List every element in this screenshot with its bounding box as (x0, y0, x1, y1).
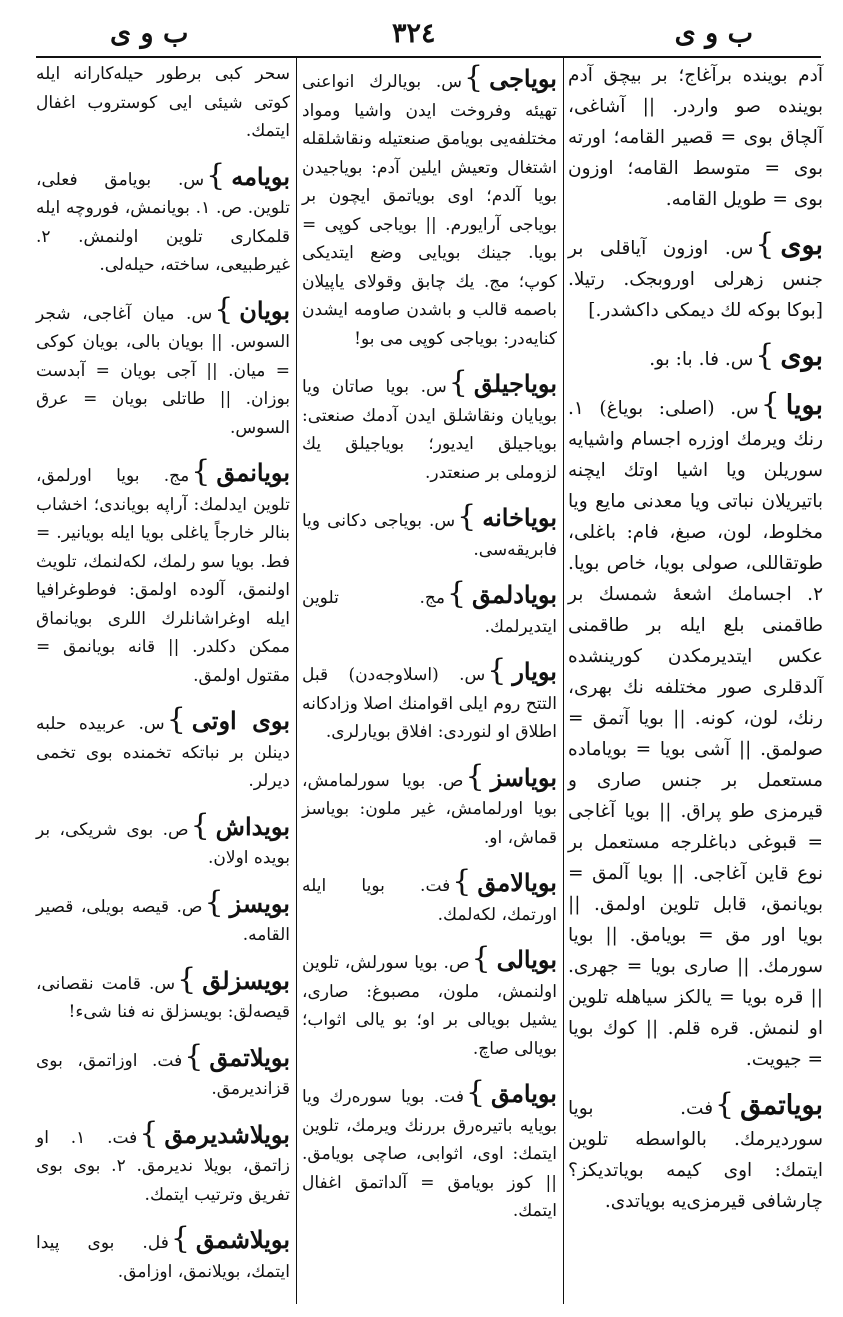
definition: ص. بویا سورلش، تلوین اولنمش، ملون، مصبوغ: صاری، یشیل بویالی بر او؛ بو یالی اثواب؛ بویالی صاچ. (302, 953, 557, 1059)
definition: ص. بویا سورلمامش، بویا اورلمامش، غیر ملون: بویاسز قماش، او. (302, 770, 557, 848)
definition: ص. بوی شریکی، بر بویده اولان. (36, 819, 290, 868)
headword: بویسزلق (202, 965, 290, 995)
brace: } (448, 365, 468, 400)
brace: } (166, 702, 186, 737)
brace: } (446, 576, 467, 611)
entry (36, 454, 290, 690)
brace: } (170, 1221, 190, 1256)
headword: بوی (780, 230, 823, 261)
headword: بویالامق (477, 868, 557, 897)
column-divider-left (296, 58, 297, 1304)
entry (302, 576, 557, 641)
brace: } (191, 454, 211, 489)
brace: } (204, 884, 224, 920)
definition: س. فا. با: بو. (649, 349, 754, 370)
brace: } (457, 499, 477, 534)
entry (302, 864, 557, 929)
definition: فل. بوی پیدا ایتمك، بویلانمق، اوزامق. (36, 1233, 290, 1282)
brace: } (465, 758, 485, 794)
guide-word-right: ب و ى (674, 18, 753, 49)
brace: } (206, 157, 226, 193)
entry (302, 60, 557, 353)
brace: } (715, 1087, 735, 1122)
entry (36, 1221, 290, 1286)
definition: س. (اسلاوجه‌دن) قبل التتح روم ایلی اقوامنك اصلا وزادکانه اطلاق او لنوردی: افلاق بویارلری. (302, 665, 557, 742)
brace: } (139, 1115, 159, 1151)
brace: } (177, 961, 197, 997)
column-divider-right (563, 58, 564, 1304)
definition: فت. بویا سوره‌رك ویا بویایه باتیره‌رق بررنك ویرمك، تلوین ایتمك: اوی، اثوابی، صاچی بویامق. || کوز بویامق = آلداتمق اغفال ایتمك. (302, 1087, 557, 1221)
headword: بویالی (496, 945, 557, 974)
definition: س. عربیده حلبه دینلن بر نباتکه تخمنده بوی تخمی دیرلر. (36, 714, 290, 791)
brace: } (452, 864, 472, 899)
definition: مج. بویا اورلمق، تلوین ایدلمك: آراپه بویاندی؛ اخشاب بنالر خارجاً یاغلی بویا ایله بویانیر. = فط. بویا سو رلمك، لکه‌لنمك، تلویث اولنمق، آلوده اولمق: فوطوغرافیا ایله اوغراشانلرك اللری بویانماق ممکن دکلدر. || قانه بویانمق = مقتول اولمق. (36, 466, 290, 686)
entry (302, 365, 557, 487)
headword: بویلاتمق (209, 1042, 290, 1072)
entry (36, 885, 290, 950)
definition: مج. تلوین ایتدیرلمك. (302, 588, 557, 637)
definition: س. (اصلی: بویاغ) ١. رنك ویرمك اوزره اجسام واشیایه سوریلن ویا اشیا اوتك ایچنه باتیریلان نباتی ویا معدنی مایع ویا مخلوط، لون، صبغ، فام: باغلی، طوتقاللی، صولی بویا، خاص بویا. ٢. اجسامك اشعهٔ شمسك بر طاقمنی بلع ایله بر طاقمنی عکس ایتدیرمکدن کورینشده آلدقلری صور مختلفه نك بهری، رنك، لون، کونه. || بویا آتمق = صولمق. || آشی بویا = بویاماده مستعمل بر جنس صاری و قیرمزی طو پراق. || بویا آغاجی = قبوغی دباغلرجه مستعمل بر نوع قاین آغاجی. || بویا آلمق = بویانمق، قابل تلوین اولمق. || بویا اور مق = بویامق. || بویا سورمك. || صاری بویا = جهری. || قره بویا = یالکز سیاهله تلوین او لنمش. قره قلم. || کوك بویا = جیویت. (568, 398, 823, 1070)
brace: } (214, 291, 234, 327)
definition: ص. قیصه بویلی، قصیر القامه. (36, 896, 290, 945)
definition: فت. بویا ایله اورتمك، لکه‌لمك. (302, 876, 557, 925)
entry (36, 808, 290, 873)
entry (568, 338, 823, 375)
entry (36, 292, 290, 443)
entry (36, 60, 290, 146)
brace: } (190, 807, 210, 843)
entry (36, 1116, 290, 1210)
headword: بویار (512, 657, 557, 686)
headword: بویا (785, 390, 823, 421)
brace: } (755, 338, 775, 373)
headword: بوی (780, 341, 823, 372)
definition: س. میان آغاجی، شجر السوس. || بویان بالی، بویان کوکی = میان. || آجی بویان = آبدست بوزان. || طاتلی بویان = عرق السوس. (36, 303, 290, 438)
brace: } (471, 941, 491, 976)
brace: } (465, 1075, 486, 1110)
entry (36, 158, 290, 280)
brace: } (760, 387, 780, 422)
headword: بویاجیلق (473, 369, 557, 398)
definition: س. اوزون آیاقلی بر جنس زهرلی اوروبجک. رتیلا. [بوکا بوکه لك دیمکی داکشدر.] (568, 238, 823, 321)
headword: بویلاشدیرمق (164, 1119, 290, 1149)
entry (36, 1039, 290, 1104)
headword: بویاخانه (482, 503, 557, 532)
brace: } (463, 60, 484, 95)
definition: س. قامت نقصانی، قیصه‌لق: بویسزلق نه فنا شیء! (36, 973, 290, 1022)
entry (568, 60, 823, 215)
definition: فت. بویا سوردیرمك. بالواسطه تلوین ایتمك: اوی کیمه بویاتدیکز؟ چارشافی قیرمزی‌یه بویاتدی. (568, 1098, 823, 1212)
column-left (36, 60, 290, 1298)
definition: فت. اوزاتمق، بوی قزاندیرمق. (36, 1050, 290, 1099)
guide-word-left: ب و ى (110, 18, 189, 49)
headword: بویانمق (216, 458, 290, 487)
headword: بویان (239, 295, 290, 325)
headword: بویسز (229, 888, 290, 918)
entry (302, 653, 557, 747)
entry (568, 1087, 823, 1217)
headword: بویاتمق (740, 1090, 823, 1121)
headword: بویامه (231, 161, 290, 191)
brace: } (487, 653, 507, 688)
column-right (568, 60, 823, 1229)
entry (302, 499, 557, 564)
definition: س. بویاجی دکانی ویا فابریقه‌سی. (302, 511, 557, 560)
page-number: ٣٢٤ (392, 18, 436, 49)
definition: س. بویا صاتان ویا بویایان ونقاشلق ایدن آدمك صنعتی: بویاجیلق ایدیور؛ بویاجیلق یك لزوملی بر صنعتدر. (302, 377, 557, 483)
entry (302, 759, 557, 853)
entry (302, 1075, 557, 1226)
column-middle (302, 60, 557, 1238)
brace: } (755, 227, 775, 262)
header-rule (36, 56, 821, 58)
definition: فت. ١. او زاتمق، بویلا ندیرمق. ٢. بوی بوی تفریق وترتیب ایتمك. (36, 1127, 290, 1205)
headword: بوی اوتی (191, 706, 290, 735)
entry (36, 962, 290, 1027)
definition: سحر کبی برطور حیله‌کارانه ایله کوتی شیئی ایی کوستروب اغفال ایتمك. (36, 64, 290, 141)
headword: بویلاشمق (195, 1225, 290, 1254)
entry (302, 941, 557, 1063)
definition: آدم بوینده برآغاج؛ بر بیچق آدم بوینده صو واردر. || آشاغی، آلچاق بوی = قصیر القامه؛ اورته بوی = متوسط القامه؛ اوزون بوی = طویل القامه. (568, 65, 823, 210)
headword: بویادلمق (472, 580, 557, 609)
headword: بویداش (215, 811, 290, 841)
definition: س. بویامق فعلی، تلوین. ص. ١. بویانمش، فوروچه ایله قلمکاری تلوین اولنمش. ٢. غیرطبیعی، ساخته، حیله‌لی. (36, 169, 290, 275)
headword: بویامق (491, 1079, 557, 1108)
entry (568, 387, 823, 1075)
headword: بویاسز (490, 762, 557, 792)
entry (568, 227, 823, 326)
headword: بویاجی (489, 64, 557, 93)
definition: س. بویالرك انواعنی تهیئه وفروخت ایدن واشیا ومواد مختلفه‌یی بویامق صنعتیله ونقاشلقله اشتغال وتعیش ایلین آدم: بویاجیدن بویا آلدم؛ اوی بویاتمق ایچون بر بویاجی آرایورم. || بویاجی کوپی = بویا. جینك بویایی وضع ایتدیکی کوپ؛ مج. یك چابق وقولای یاپیلان باصمه قالب و باشدن صاومه ایشدن کنایه‌در: بویاجی کوپی می بو! (302, 72, 557, 349)
brace: } (184, 1038, 204, 1074)
entry (36, 702, 290, 796)
